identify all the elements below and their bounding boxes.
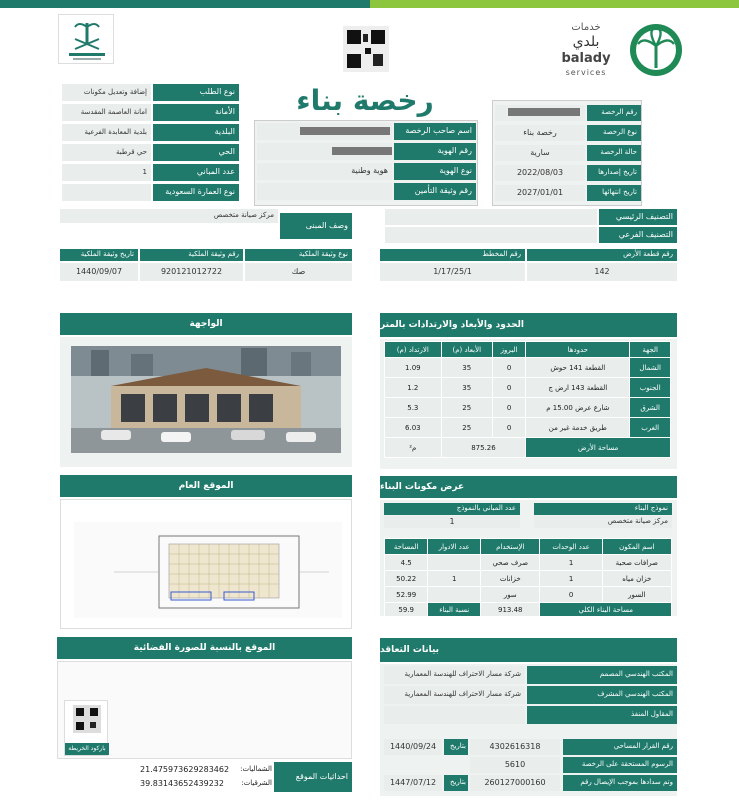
table-row bbox=[385, 378, 671, 398]
request-field-label: البلدية bbox=[153, 124, 239, 141]
deed-date-header: تاريخ وثيقة الملكية bbox=[60, 249, 138, 261]
deed-type-value: صك bbox=[245, 263, 352, 281]
qr-icon bbox=[341, 24, 391, 74]
qr-icon bbox=[65, 701, 109, 741]
boundaries-cell: الغرب bbox=[630, 418, 671, 438]
paid-label: وتم سدادها بموجب الإيصال رقم bbox=[563, 775, 677, 791]
boundaries-col-header: البروز bbox=[492, 342, 525, 358]
plot-number-value: 142 bbox=[527, 263, 677, 281]
owner-field-label: رقم الهوية bbox=[394, 143, 476, 160]
boundaries-cell: طريق خدمة غير من bbox=[526, 418, 630, 438]
boundaries-header: الحدود والأبعاد والارتدادات بالمتر bbox=[380, 313, 677, 337]
ministry-emblem bbox=[58, 14, 114, 64]
components-col-header: عدد الوحدات bbox=[540, 539, 602, 555]
services-en-text: services bbox=[565, 68, 607, 77]
emblem-icon bbox=[59, 15, 115, 65]
balady-en-text: balady bbox=[561, 51, 611, 66]
request-field-value: إضافة وتعديل مكونات bbox=[62, 84, 151, 101]
building-desc-value: مركز صيانة متخصص bbox=[60, 209, 278, 223]
contract-field-label: المكتب الهندسي المشرف bbox=[527, 686, 677, 704]
total-area-label: مساحة البناء الكلي bbox=[540, 603, 672, 617]
components-cell: 4.5 bbox=[385, 555, 428, 571]
building-desc-label: وصف المبنى bbox=[280, 213, 352, 239]
boundaries-table bbox=[384, 341, 671, 458]
map-barcode-label: باركود الخريطة bbox=[65, 743, 109, 755]
license-field-value: 2022/08/03 bbox=[495, 165, 585, 181]
request-field-value: بلدية المعابدة الفرعية bbox=[62, 124, 151, 141]
redacted-id-number bbox=[332, 147, 392, 155]
boundaries-cell: 1.2 bbox=[385, 378, 442, 398]
request-field-value bbox=[62, 184, 151, 201]
top-bar-green bbox=[0, 0, 370, 8]
components-col-header: عدد الادوار bbox=[428, 539, 481, 555]
request-field-label: نوع الطلب bbox=[153, 84, 239, 101]
contract-field-label: المكتب الهندسي المصمم bbox=[527, 666, 677, 684]
license-field-value: سارية bbox=[495, 145, 585, 161]
boundaries-cell: 0 bbox=[492, 378, 525, 398]
land-area-unit: م² bbox=[385, 438, 442, 458]
table-row bbox=[385, 418, 671, 438]
components-cell bbox=[428, 555, 481, 571]
boundaries-cell: 6.03 bbox=[385, 418, 442, 438]
request-field-value: حي قرطبة bbox=[62, 144, 151, 161]
build-ratio-value: 59.9 bbox=[385, 603, 428, 617]
paid-date-value: 1447/07/12 bbox=[384, 775, 442, 791]
qr-code-top bbox=[341, 24, 391, 74]
owner-field-label: نوع الهوية bbox=[394, 163, 476, 180]
boundaries-cell: 35 bbox=[441, 358, 492, 378]
land-area-value: 875.26 bbox=[441, 438, 526, 458]
balady-ar-text: بلدي bbox=[572, 34, 600, 50]
boundaries-cell: القطعة 141 حوش bbox=[526, 358, 630, 378]
license-field-value: 2027/01/01 bbox=[495, 185, 585, 201]
contract-field-value: شركة مسار الاحتراف للهندسة المعمارية bbox=[384, 686, 525, 704]
components-cell: سور bbox=[481, 587, 540, 603]
components-col-header: اسم المكون bbox=[602, 539, 671, 555]
boundaries-cell: 25 bbox=[441, 418, 492, 438]
table-row bbox=[385, 555, 672, 571]
north-label: الشماليات: bbox=[240, 765, 272, 774]
deed-number-header: رقم وثيقة الملكية bbox=[140, 249, 243, 261]
sub-classification-value bbox=[385, 227, 597, 243]
survey-label: رقم القرار المساحي bbox=[563, 739, 677, 755]
total-area-value: 913.48 bbox=[481, 603, 540, 617]
plot-number-header: رقم قطعة الأرض bbox=[527, 249, 677, 261]
build-ratio-label: نسبة البناء bbox=[428, 603, 481, 617]
survey-date-label: بتاريخ bbox=[444, 739, 468, 755]
deed-date-value: 1440/09/07 bbox=[60, 263, 138, 281]
satellite-header: الموقع بالنسبة للصورة الفضائية bbox=[57, 637, 352, 659]
model-count-label: عدد المباني بالنموذج bbox=[384, 503, 520, 515]
license-field-value: رخصة بناء bbox=[495, 125, 585, 141]
khadamat-text: خدمات bbox=[571, 22, 601, 33]
license-field-label: تاريخ إصدارها bbox=[587, 165, 641, 181]
components-cell: السور bbox=[602, 587, 671, 603]
request-field-value: 1 bbox=[62, 164, 151, 181]
deed-number-value: 920121012722 bbox=[140, 263, 243, 281]
boundaries-cell: القطعة 143 ارض ج bbox=[526, 378, 630, 398]
boundaries-col-header: الارتداد (م) bbox=[385, 342, 442, 358]
east-label: الشرقيات: bbox=[241, 779, 272, 788]
facade-image bbox=[71, 346, 341, 453]
boundaries-col-header: حدودها bbox=[526, 342, 630, 358]
table-row bbox=[385, 398, 671, 418]
redacted-license-number bbox=[508, 108, 580, 116]
owner-field-value: هوية وطنية bbox=[257, 163, 392, 180]
plan-number-header: رقم المخطط bbox=[380, 249, 525, 261]
land-area-label: مساحة الأرض bbox=[526, 438, 671, 458]
request-field-label: الأمانة bbox=[153, 104, 239, 121]
redacted-owner-name bbox=[300, 127, 390, 135]
request-field-value: امانة العاصمة المقدسة bbox=[62, 104, 151, 121]
boundaries-cell: 0 bbox=[492, 418, 525, 438]
east-value: 39.83143652439232 bbox=[140, 778, 224, 788]
building-rendering-icon bbox=[71, 346, 341, 453]
owner-field-value bbox=[257, 183, 392, 200]
balady-logo bbox=[548, 18, 683, 82]
components-cell: خزان مياه bbox=[602, 571, 671, 587]
site-plan-image bbox=[74, 522, 342, 618]
general-location-header: الموقع العام bbox=[60, 475, 352, 497]
contract-field-value: شركة مسار الاحتراف للهندسة المعمارية bbox=[384, 666, 525, 684]
site-plan-icon bbox=[74, 522, 342, 618]
building-model-label: نموذج البناء bbox=[534, 503, 672, 515]
license-field-label: تاريخ انتهائها bbox=[587, 185, 641, 201]
boundaries-cell: الشرق bbox=[630, 398, 671, 418]
license-field-label: حالة الرخصة bbox=[587, 145, 641, 161]
main-classification-value bbox=[385, 209, 597, 225]
deed-type-header: نوع وثيقة الملكية bbox=[245, 249, 352, 261]
components-cell: صرف صحي bbox=[481, 555, 540, 571]
boundaries-cell: الجنوب bbox=[630, 378, 671, 398]
main-classification-label: التصنيف الرئيسي bbox=[599, 209, 677, 225]
fees-label: الرسوم المستحقة على الرخصة bbox=[563, 757, 677, 773]
components-cell bbox=[428, 587, 481, 603]
boundaries-cell: 0 bbox=[492, 398, 525, 418]
boundaries-cell: 5.3 bbox=[385, 398, 442, 418]
license-field-label: نوع الرخصة bbox=[587, 125, 641, 141]
boundaries-cell: 1.09 bbox=[385, 358, 442, 378]
facade-header: الواجهة bbox=[60, 313, 352, 335]
components-table bbox=[384, 538, 672, 617]
components-col-header: الإستخدام bbox=[481, 539, 540, 555]
boundaries-cell: 35 bbox=[441, 378, 492, 398]
components-col-header: المساحة bbox=[385, 539, 428, 555]
table-row bbox=[385, 603, 672, 617]
table-row bbox=[385, 358, 671, 378]
owner-field-label: رقم وثيقة التأمين bbox=[394, 183, 476, 200]
boundaries-cell: الشمال bbox=[630, 358, 671, 378]
contract-field-value bbox=[384, 706, 525, 724]
model-count-value: 1 bbox=[384, 516, 520, 528]
contract-field-label: المقاول المنفذ bbox=[527, 706, 677, 724]
fees-value: 5610 bbox=[470, 757, 560, 773]
license-field-label: رقم الرخصة bbox=[587, 105, 641, 121]
components-cell: 50.22 bbox=[385, 571, 428, 587]
components-cell: صرافات صحية bbox=[602, 555, 671, 571]
plan-number-value: 1/17/25/1 bbox=[380, 263, 525, 281]
paid-value: 260127000160 bbox=[470, 775, 560, 791]
contract-header: بيانات التعاقد bbox=[380, 638, 677, 662]
owner-field-label: اسم صاحب الرخصة bbox=[394, 123, 476, 140]
map-barcode bbox=[64, 700, 108, 756]
survey-value: 4302616318 bbox=[470, 739, 560, 755]
table-row bbox=[385, 587, 672, 603]
components-cell: 52.99 bbox=[385, 587, 428, 603]
top-bar-lime bbox=[370, 0, 739, 8]
boundaries-cell: شارع عرض 15.00 م bbox=[526, 398, 630, 418]
page-title: رخصة بناء bbox=[296, 84, 434, 117]
building-model-value: مركز صيانة متخصص bbox=[534, 516, 672, 528]
boundaries-col-header: الجهة bbox=[630, 342, 671, 358]
survey-date-value: 1440/09/24 bbox=[384, 739, 442, 755]
components-cell: 1 bbox=[540, 571, 602, 587]
sub-classification-label: التصنيف الفرعي bbox=[599, 227, 677, 243]
components-cell: 1 bbox=[540, 555, 602, 571]
table-row bbox=[385, 571, 672, 587]
boundaries-cell: 0 bbox=[492, 358, 525, 378]
boundaries-cell: 25 bbox=[441, 398, 492, 418]
request-field-label: عدد المباني bbox=[153, 164, 239, 181]
components-cell: خزانات bbox=[481, 571, 540, 587]
request-field-label: الحي bbox=[153, 144, 239, 161]
coordinates-label: احداثيات الموقع bbox=[274, 762, 352, 792]
paid-date-label: بتاريخ bbox=[444, 775, 468, 791]
boundaries-col-header: الأبعاد (م) bbox=[441, 342, 492, 358]
components-cell: 1 bbox=[428, 571, 481, 587]
request-field-label: نوع العمارة السعودية bbox=[153, 184, 239, 201]
table-row bbox=[385, 438, 671, 458]
components-header: عرض مكونات البناء bbox=[380, 476, 677, 498]
components-cell: 0 bbox=[540, 587, 602, 603]
north-value: 21.475973629283462 bbox=[140, 764, 230, 774]
